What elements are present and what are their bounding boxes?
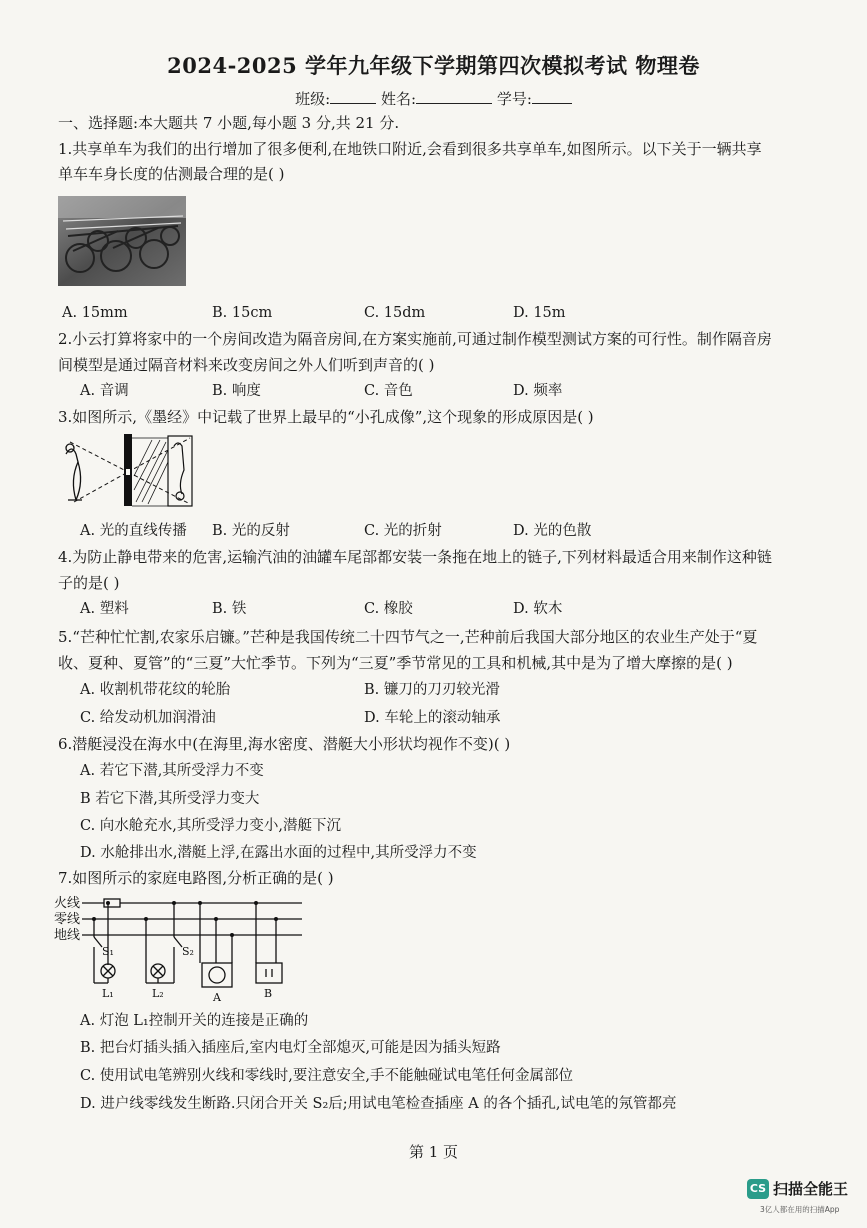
q3-option-a[interactable]: A. 光的直线传播: [80, 523, 187, 539]
label-fire-wire: 火线: [54, 896, 81, 911]
q1-option-d[interactable]: D. 15m: [513, 305, 566, 321]
q2-option-a[interactable]: A. 音调: [80, 383, 129, 399]
pinhole-diagram: [56, 432, 196, 508]
q5-option-c[interactable]: C. 给发动机加润滑油: [80, 710, 216, 726]
label-ground-wire: 地线: [54, 928, 81, 943]
q1-stem-line1: 1.共享单车为我们的出行增加了很多便利,在地铁口附近,会看到很多共享单车,如图所示。以下关于一辆共享: [58, 140, 762, 158]
id-blank: [532, 89, 572, 104]
q4-option-a[interactable]: A. 塑料: [80, 601, 129, 617]
q3-option-b[interactable]: B. 光的反射: [212, 523, 290, 539]
label-l1: L₁: [102, 987, 114, 1000]
bike-photo: [58, 196, 186, 286]
q2-option-d[interactable]: D. 频率: [513, 383, 563, 399]
q6-option-a[interactable]: A. 若它下潜,其所受浮力不变: [80, 763, 264, 779]
q1-option-b[interactable]: B. 15cm: [212, 305, 273, 321]
name-blank: [416, 89, 492, 104]
label-socket-a: A: [213, 991, 221, 1004]
q2-stem-line2: 间模型是通过隔音材料来改变房间之外人们听到声音的( ): [58, 356, 435, 374]
class-label: 班级:: [295, 90, 331, 108]
q3-option-c[interactable]: C. 光的折射: [364, 523, 442, 539]
q7-option-c[interactable]: C. 使用试电笔辨别火线和零线时,要注意安全,手不能触碰试电笔任何金属部位: [80, 1068, 574, 1084]
scanner-logo-icon: CS: [747, 1179, 769, 1199]
q7-option-b[interactable]: B. 把台灯插头插入插座后,室内电灯全部熄灭,可能是因为插头短路: [80, 1040, 501, 1056]
scanner-app-slogan: 3亿人都在用的扫描App: [760, 1205, 840, 1214]
q2-option-c[interactable]: C. 音色: [364, 383, 413, 399]
q2-stem-line1: 2.小云打算将家中的一个房间改造为隔音房间,在方案实施前,可通过制作模型测试方案的可行性。制作隔音房: [58, 330, 772, 348]
q5-option-a[interactable]: A. 收割机带花纹的轮胎: [80, 682, 231, 698]
q6-stem-line1: 6.潜艇浸没在海水中(在海里,海水密度、潜艇大小形状均视作不变)( ): [58, 735, 511, 753]
q5-stem-line1: 5.“芒种忙忙割,农家乐启镰。”芒种是我国传统二十四节气之一,芒种前后我国大部分地区的农业生产处于“夏: [58, 628, 758, 646]
q3-option-d[interactable]: D. 光的色散: [513, 523, 592, 539]
q4-stem-line1: 4.为防止静电带来的危害,运输汽油的油罐车尾部都安装一条拖在地上的链子,下列材料最适合用来制作这种链: [58, 548, 772, 566]
q5-option-d[interactable]: D. 车轮上的滚动轴承: [364, 710, 501, 726]
class-blank: [330, 89, 376, 104]
scanner-app-name: 扫描全能王: [773, 1180, 849, 1198]
label-socket-b: B: [264, 987, 273, 1000]
q1-option-c[interactable]: C. 15dm: [364, 305, 426, 321]
q6-option-b[interactable]: B 若它下潜,其所受浮力变大: [80, 791, 260, 807]
id-label: 学号:: [496, 90, 532, 108]
label-s1: S₁: [102, 945, 114, 958]
student-info-line: [0, 88, 867, 109]
q4-option-b[interactable]: B. 铁: [212, 601, 247, 617]
q6-option-c[interactable]: C. 向水舱充水,其所受浮力变小,潜艇下沉: [80, 818, 342, 834]
q1-stem-line2: 单车车身长度的估测最合理的是( ): [58, 165, 285, 183]
q1-option-a[interactable]: A. 15mm: [62, 305, 128, 321]
q7-option-a[interactable]: A. 灯泡 L₁控制开关的连接是正确的: [80, 1013, 309, 1029]
household-circuit-diagram: [50, 893, 310, 1005]
q6-option-d[interactable]: D. 水舱排出水,潜艇上浮,在露出水面的过程中,其所受浮力不变: [80, 845, 477, 861]
q5-stem-line2: 收、夏种、夏管”的“三夏”大忙季节。下列为“三夏”季节常见的工具和机械,其中是为了增大摩擦的是( ): [58, 654, 733, 672]
q2-option-b[interactable]: B. 响度: [212, 383, 261, 399]
label-neutral-wire: 零线: [54, 912, 81, 927]
q4-stem-line2: 子的是( ): [58, 574, 120, 592]
section-heading: 一、选择题:本大题共 7 小题,每小题 3 分,共 21 分.: [58, 114, 400, 132]
q5-option-b[interactable]: B. 镰刀的刀刃较光滑: [364, 682, 500, 698]
q3-stem-line1: 3.如图所示,《墨经》中记载了世界上最早的“小孔成像”,这个现象的形成原因是( ): [58, 408, 594, 426]
page-number: 第 1 页: [408, 1143, 459, 1161]
page-title: 2024-2025 学年九年级下学期第四次模拟考试 物理卷: [167, 53, 700, 78]
q4-option-d[interactable]: D. 软木: [513, 601, 563, 617]
name-label: 姓名:: [380, 90, 417, 108]
label-s2: S₂: [182, 945, 194, 958]
label-l2: L₂: [152, 987, 164, 1000]
q7-option-d[interactable]: D. 进户线零线发生断路.只闭合开关 S₂后;用试电笔检查插座 A 的各个插孔,试电笔的氖管都亮: [80, 1096, 677, 1112]
q7-stem-line1: 7.如图所示的家庭电路图,分析正确的是( ): [58, 869, 334, 887]
q4-option-c[interactable]: C. 橡胶: [364, 601, 413, 617]
